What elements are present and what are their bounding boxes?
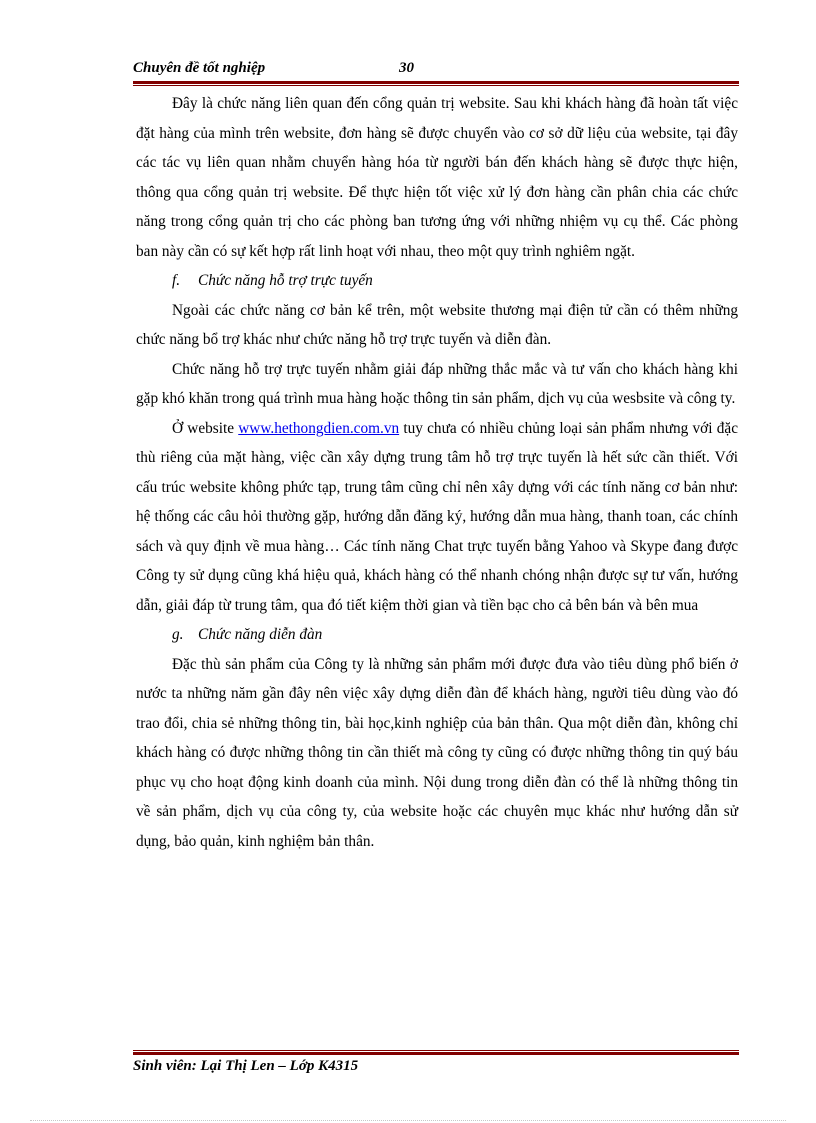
paragraph-with-link bbox=[136, 414, 738, 621]
section-heading-f bbox=[136, 266, 738, 296]
text-run: Ở website bbox=[172, 419, 239, 437]
section-title: Chức năng diễn đàn bbox=[198, 626, 323, 643]
page-number: 30 bbox=[399, 60, 414, 76]
section-heading-g bbox=[136, 620, 738, 650]
paragraph: Ngoài các chức năng cơ bản kể trên, một website thương mại điện tử cần có thêm những chức năng bổ trợ khác như chức năng hỗ trợ trực tuyến và diễn đàn. bbox=[136, 301, 738, 348]
section-letter: f. bbox=[172, 272, 181, 289]
document-body bbox=[136, 89, 738, 856]
header-title: Chuyên đề tốt nghiệp bbox=[133, 60, 266, 76]
section-letter: g. bbox=[172, 626, 184, 643]
header-rule bbox=[133, 81, 739, 86]
page-header bbox=[133, 60, 739, 82]
footer-rule bbox=[133, 1050, 739, 1055]
paragraph: Chức năng hỗ trợ trực tuyến nhằm giải đáp những thắc mắc và tư vấn cho khách hàng khi gặp khó khăn trong quá trình mua hàng hoặc thông tin sản phẩm, dịch vụ của wesbsite và công ty. bbox=[136, 360, 738, 407]
page-edge-divider bbox=[30, 1120, 786, 1121]
paragraph: Đây là chức năng liên quan đến cổng quản trị website. Sau khi khách hàng đã hoàn tất việc đặt hàng của mình trên website, đơn hàng sẽ được chuyển vào cơ sở dữ liệu của website, tại đây các tác vụ liên quan nhằm chuyển hàng hóa từ người bán đến khách hàng sẽ được thực hiện, thông qua cổng quản trị website. Để thực hiện tốt việc xử lý đơn hàng cần phân chia các chức năng trong cổng quản trị cho các phòng ban tương ứng với những nhiệm vụ cụ thể. Các phòng ban này cần có sự kết hợp rất linh hoạt với nhau, theo một quy trình nghiêm ngặt. bbox=[136, 95, 738, 260]
section-title: Chức năng hỗ trợ trực tuyến bbox=[198, 272, 373, 289]
page-footer: Sinh viên: Lại Thị Len – Lớp K4315 bbox=[133, 1058, 359, 1074]
paragraph: Đặc thù sản phẩm của Công ty là những sản phẩm mới được đưa vào tiêu dùng phổ biến ở nước ta những năm gần đây nên việc xây dựng diễn đàn để khách hàng, người tiêu dùng vào đó trao đổi, chia sẻ những thông tin, bài học,kinh nghiệp của bản thân. Qua một diễn đàn, không chỉ khách hàng có được những thông tin cần thiết mà công ty cũng có được những thông tin quý báu phục vụ cho hoạt động kinh doanh của mình. Nội dung trong diễn đàn có thể là những thông tin về sản phẩm, dịch vụ của công ty, của website hoặc các chuyên mục khác như hướng dẫn sử dụng, bảo quản, kinh nghiệm bản thân. bbox=[136, 655, 738, 850]
text-run: tuy chưa có nhiều chủng loại sản phẩm nhưng với đặc thù riêng của mặt hàng, việc cần xây dựng trung tâm hỗ trợ trực tuyến là hết sức cần thiết. Với cấu trúc website không phức tạp, trung tâm cũng chỉ nên xây dựng với các tính năng cơ bản như: hệ thống các câu hỏi thường gặp, hướng dẫn đăng ký, hướng dẫn mua hàng, thanh toan, các chính sách và quy định về mua hàng… Các tính năng Chat trực tuyến bằng Yahoo và Skype đang được Công ty sử dụng cũng khá hiệu quả, khách hàng có thể nhanh chóng nhận được sự tư vấn, hướng dẫn, giải đáp từ trung tâm, qua đó tiết kiệm thời gian và tiền bạc cho cả bên bán và bên mua bbox=[136, 419, 738, 614]
website-link[interactable]: www.hethongdien.com.vn bbox=[238, 419, 400, 437]
